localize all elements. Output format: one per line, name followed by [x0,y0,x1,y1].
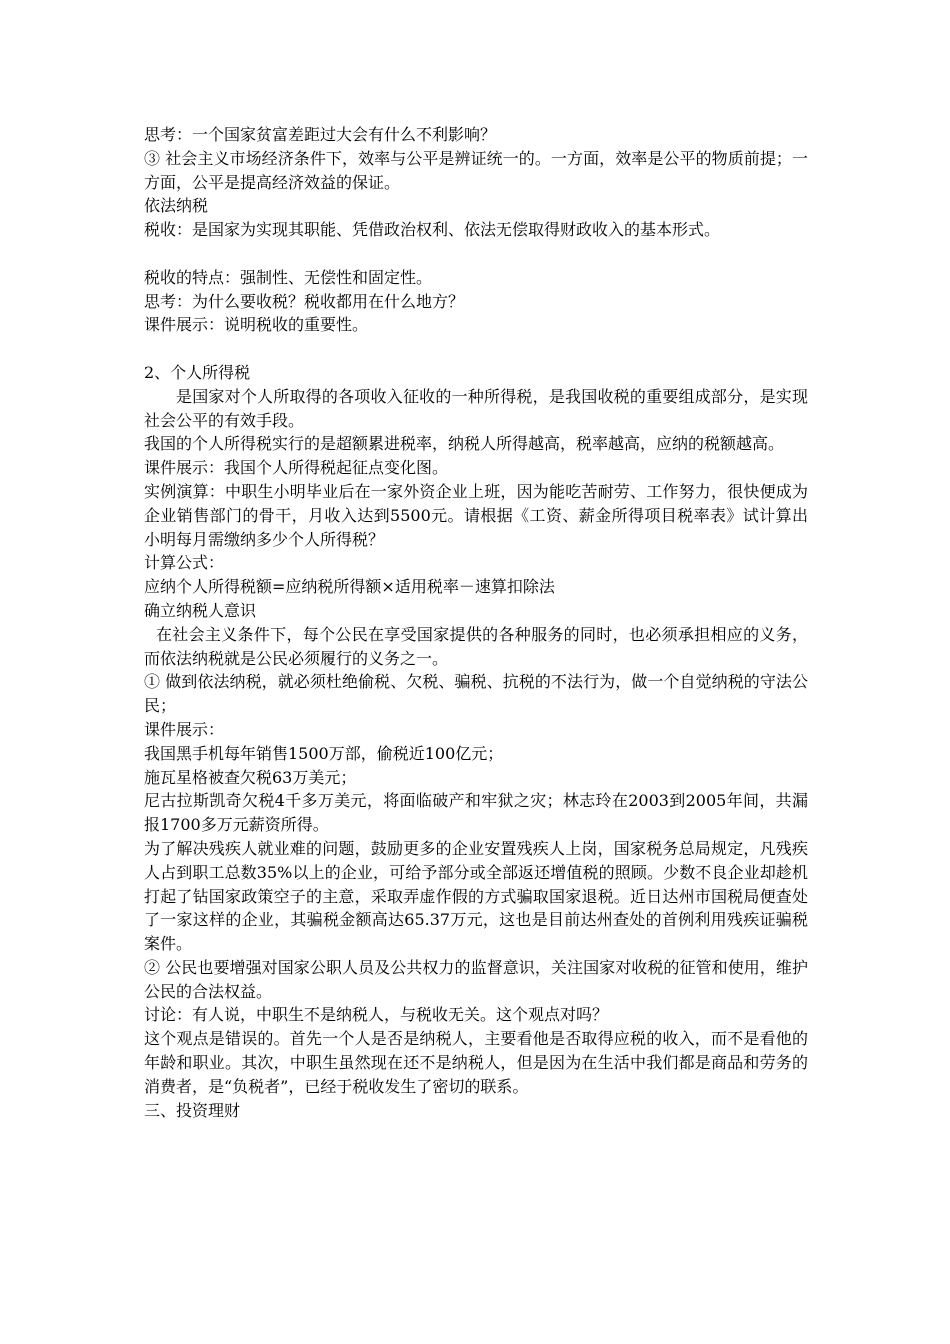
paragraph-progressive-rate: 我国的个人所得税实行的是超额累进税率，纳税人所得越高，税率越高，应纳的税额越高。 [144,434,785,454]
blank-line [144,337,808,361]
paragraph-courseware-importance: 课件展示：说明税收的重要性。 [144,315,369,335]
paragraph-case-cage-lin: 尼古拉斯凯奇欠税4千多万美元，将面临破产和牢狱之灾；林志玲在2003到2005年间，共漏报1700多万元薪资所得。 [144,791,808,835]
paragraph-tax-definition: 税收：是国家为实现其职能、凭借政治权利、依法无偿取得财政收入的基本形式。 [144,220,721,240]
paragraph-discussion-answer: 这个观点是错误的。首先一个人是否是纳税人，主要看他是否取得应税的收入，而不是看他的年龄和职业。其次，中职生虽然现在还不是纳税人，但是因为在生活中我们都是商品和劳务的消费者，是“负税者”，已经于税收发生了密切的联系。 [144,1029,808,1096]
heading-investment: 三、投资理财 [144,1100,241,1120]
paragraph-tax-features: 税收的特点：强制性、无偿性和固定性。 [144,267,433,287]
paragraph-formula-label: 计算公式： [144,553,225,573]
paragraph-case-phones: 我国黑手机每年销售1500万部，偷税近100亿元； [144,743,504,763]
paragraph-point-two: ② 公民也要增强对国家公职人员及公共权力的监督意识，关注国家对收税的征管和使用，维护公民的合法权益。 [144,957,808,1001]
paragraph-think-gap: 思考：一个国家贫富差距过大会有什么不利影响？ [144,125,497,144]
paragraph-formula: 应纳个人所得税额=应纳税所得额×适用税率－速算扣除法 [144,577,555,597]
paragraph-income-tax-definition: 是国家对个人所取得的各项收入征收的一种所得税，是我国收税的重要组成部分，是实现社会公平的有效手段。 [144,386,808,430]
heading-tax-by-law: 依法纳税 [144,196,209,216]
paragraph-think-why-tax: 思考：为什么要收税？税收都用在什么地方？ [144,291,465,311]
paragraph-case-dazhou: 为了解决残疾人就业难的问题，鼓励更多的企业安置残疾人上岗，国家税务总局规定，凡残疾人占到职工总数35%以上的企业，可给予部分或全部返还增值税的照顾。少数不良企业却趁机打起了钻国家政策空子的主意，采取弄虚作假的方式骗取国家退税。近日达州市国税局便查处了一家这样的企业，其骗税金额高达65.37万元，这也是目前达州查处的首例利用残疾证骗税案件。 [144,838,808,954]
paragraph-discussion: 讨论：有人说，中职生不是纳税人，与税收无关。这个观点对吗？ [144,1005,609,1025]
paragraph-case-schwarzenegger: 施瓦星格被查欠税63万美元； [144,767,357,787]
document-body [144,123,808,1122]
paragraph-efficiency-fairness: ③ 社会主义市场经济条件下，效率与公平是辨证统一的。一方面，效率是公平的物质前提；一方面，公平是提高经济效益的保证。 [144,148,808,192]
paragraph-courseware-threshold: 课件展示：我国个人所得税起征点变化图。 [144,458,449,478]
heading-taxpayer-awareness: 确立纳税人意识 [144,600,257,620]
paragraph-point-one: ① 做到依法纳税，就必须杜绝偷税、欠税、骗税、抗税的不法行为，做一个自觉纳税的守法公民； [144,672,808,716]
heading-personal-income-tax: 2、个人所得税 [144,362,251,382]
blank-line [144,242,808,266]
paragraph-courseware-label: 课件展示： [144,719,225,739]
paragraph-example-calculation: 实例演算：中职生小明毕业后在一家外资企业上班，因为能吃苦耐劳、工作努力，很快便成为企业销售部门的骨干，月收入达到5500元。请根据《工资、薪金所得项目税率表》试计算出小明每月需缴纳多少个人所得税？ [144,481,808,549]
paragraph-civic-duty: 在社会主义条件下，每个公民在享受国家提供的各种服务的同时，也必须承担相应的义务，而依法纳税就是公民必须履行的义务之一。 [144,624,808,668]
